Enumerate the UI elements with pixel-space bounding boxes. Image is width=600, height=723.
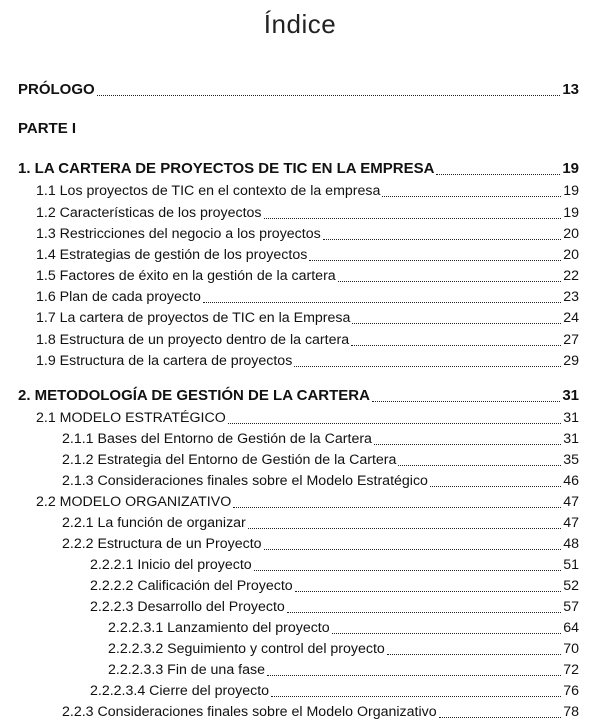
- toc-entry-label: 1.7 La cartera de proyectos de TIC en la Empresa: [36, 310, 351, 326]
- page-title: Índice: [263, 9, 337, 39]
- dot-leader: [294, 366, 561, 367]
- dot-leader: [233, 507, 561, 508]
- dot-leader: [309, 260, 561, 261]
- toc-entry[interactable]: [18, 159, 579, 179]
- toc-entry-page: 47: [563, 494, 579, 510]
- toc-entry[interactable]: [108, 660, 579, 680]
- toc-entry-page: 23: [563, 289, 579, 305]
- dot-leader: [436, 174, 560, 175]
- toc-entry-page: 57: [563, 599, 579, 615]
- toc-entry[interactable]: [36, 224, 579, 244]
- toc-entry[interactable]: [36, 287, 579, 307]
- toc-entry-label: 1.8 Estructura de un proyecto dentro de la cartera: [36, 332, 350, 348]
- toc-entry-page: 70: [563, 641, 579, 657]
- toc-entry-label: 2.2.2.3.4 Cierre del proyecto: [90, 683, 270, 699]
- toc-entry-page: 31: [563, 410, 579, 426]
- toc-entry-label: 2.1 MODELO ESTRATÉGICO: [36, 410, 226, 426]
- toc-entry-label: 2.2.2.3 Desarrollo del Proyecto: [90, 599, 285, 615]
- toc-entry-label: 1.3 Restricciones del negocio a los proyectos: [36, 226, 321, 242]
- toc-entry-page: 72: [563, 662, 579, 678]
- toc-entry-page: 48: [563, 536, 579, 552]
- toc-entry-label: PRÓLOGO: [18, 81, 95, 98]
- toc-entry[interactable]: [36, 203, 579, 223]
- toc-entry[interactable]: [36, 408, 579, 428]
- toc-entry-prologue[interactable]: [18, 80, 579, 100]
- toc-entry-page: 76: [563, 683, 579, 699]
- toc-entry[interactable]: [18, 386, 579, 406]
- toc-entry-page: 13: [562, 81, 579, 98]
- dot-leader: [271, 696, 561, 697]
- toc-entry[interactable]: [36, 351, 579, 371]
- toc-entry-label: 1.4 Estrategias de gestión de los proyectos: [36, 247, 308, 263]
- toc-entry-page: 29: [563, 353, 579, 369]
- toc-entry[interactable]: [36, 308, 579, 328]
- toc-entry-label: 1.1 Los proyectos de TIC en el contexto de la empresa: [36, 183, 381, 199]
- toc-entry-label: 2.2.1 La función de organizar: [62, 515, 246, 531]
- toc-entry[interactable]: [36, 266, 579, 286]
- toc-entry-label: 2.2.2.3.1 Lanzamiento del proyecto: [108, 620, 330, 636]
- dot-leader: [264, 218, 562, 219]
- toc-entry-label: 2.1.3 Consideraciones finales sobre el Modelo Estratégico: [62, 473, 428, 489]
- toc-entry-label: 2.2.2 Estructura de un Proyecto: [62, 536, 262, 552]
- dot-leader: [372, 401, 560, 402]
- toc-entry[interactable]: [62, 513, 579, 533]
- toc-entry-page: 35: [563, 452, 579, 468]
- dot-leader: [248, 528, 561, 529]
- toc-entry-page: 64: [563, 620, 579, 636]
- toc-entry-label: 2.1.2 Estrategia del Entorno de Gestión de la Cartera: [62, 452, 397, 468]
- toc-entry[interactable]: [90, 555, 579, 575]
- dot-leader: [295, 591, 562, 592]
- toc-entry-label: 1.2 Características de los proyectos: [36, 205, 262, 221]
- toc-entry[interactable]: [62, 471, 579, 491]
- dot-leader: [387, 654, 561, 655]
- toc-entry[interactable]: [108, 639, 579, 659]
- toc-entry-page: 47: [563, 515, 579, 531]
- toc-entry-label: 1.6 Plan de cada proyecto: [36, 289, 201, 305]
- dot-leader: [287, 612, 561, 613]
- toc-entry[interactable]: [62, 534, 579, 554]
- dot-leader: [374, 444, 561, 445]
- toc-entry-label: 1. LA CARTERA DE PROYECTOS DE TIC EN LA EMPRESA: [18, 160, 435, 177]
- toc-entry-page: 20: [563, 247, 579, 263]
- toc-entry-page: 46: [563, 473, 579, 489]
- dot-leader: [439, 717, 562, 718]
- toc-entry-page: 19: [562, 160, 579, 177]
- toc-entry[interactable]: [62, 702, 579, 722]
- toc-entry-label: 2.2.2.3.2 Seguimiento y control del proyecto: [108, 641, 385, 657]
- toc-entry[interactable]: [90, 576, 579, 596]
- toc-entry-page: 19: [563, 205, 579, 221]
- toc-entry-label: 2.1.1 Bases del Entorno de Gestión de la Cartera: [62, 431, 372, 447]
- dot-leader: [267, 675, 561, 676]
- dot-leader: [228, 423, 561, 424]
- dot-leader: [382, 196, 561, 197]
- toc-entry[interactable]: [36, 245, 579, 265]
- dot-leader: [254, 570, 562, 571]
- dot-leader: [264, 549, 562, 550]
- toc-entry[interactable]: [90, 681, 579, 701]
- toc-entry[interactable]: [36, 181, 579, 201]
- toc-entry[interactable]: [36, 492, 579, 512]
- toc-entry-label: 2. METODOLOGÍA DE GESTIÓN DE LA CARTERA: [18, 387, 370, 404]
- part-heading: PARTE I: [18, 120, 77, 137]
- toc-entry-label: 2.2.2.3.3 Fin de una fase: [108, 662, 265, 678]
- toc-entry[interactable]: [90, 597, 579, 617]
- dot-leader: [332, 633, 562, 634]
- dot-leader: [352, 323, 561, 324]
- toc-entry-label: 2.2.2.1 Inicio del proyecto: [90, 557, 252, 573]
- toc-entry-page: 31: [562, 387, 579, 404]
- toc-entry-page: 22: [563, 268, 579, 284]
- toc-entry-page: 52: [563, 578, 579, 594]
- toc-entry-page: 19: [563, 183, 579, 199]
- toc-entry[interactable]: [62, 450, 579, 470]
- dot-leader: [338, 281, 562, 282]
- toc-entry-page: 78: [563, 704, 579, 720]
- dot-leader: [323, 239, 562, 240]
- toc-entry-label: 2.2.3 Consideraciones finales sobre el Modelo Organizativo: [62, 704, 437, 720]
- toc-entry-page: 51: [563, 557, 579, 573]
- toc-entry-page: 27: [563, 332, 579, 348]
- toc-entry-label: 2.2.2.2 Calificación del Proyecto: [90, 578, 293, 594]
- toc-entry-label: 1.5 Factores de éxito en la gestión de la cartera: [36, 268, 336, 284]
- dot-leader: [398, 465, 561, 466]
- toc-entry-page: 24: [563, 310, 579, 326]
- toc-entry[interactable]: [36, 330, 579, 350]
- toc-entry[interactable]: [62, 429, 579, 449]
- dot-leader: [430, 486, 561, 487]
- dot-leader: [203, 302, 561, 303]
- toc-entry-page: 31: [563, 431, 579, 447]
- dot-leader: [97, 95, 561, 96]
- dot-leader: [351, 345, 561, 346]
- toc-entry-label: 1.9 Estructura de la cartera de proyectos: [36, 353, 293, 369]
- toc-entry-page: 20: [563, 226, 579, 242]
- toc-entry-label: 2.2 MODELO ORGANIZATIVO: [36, 494, 232, 510]
- toc-entry[interactable]: [108, 618, 579, 638]
